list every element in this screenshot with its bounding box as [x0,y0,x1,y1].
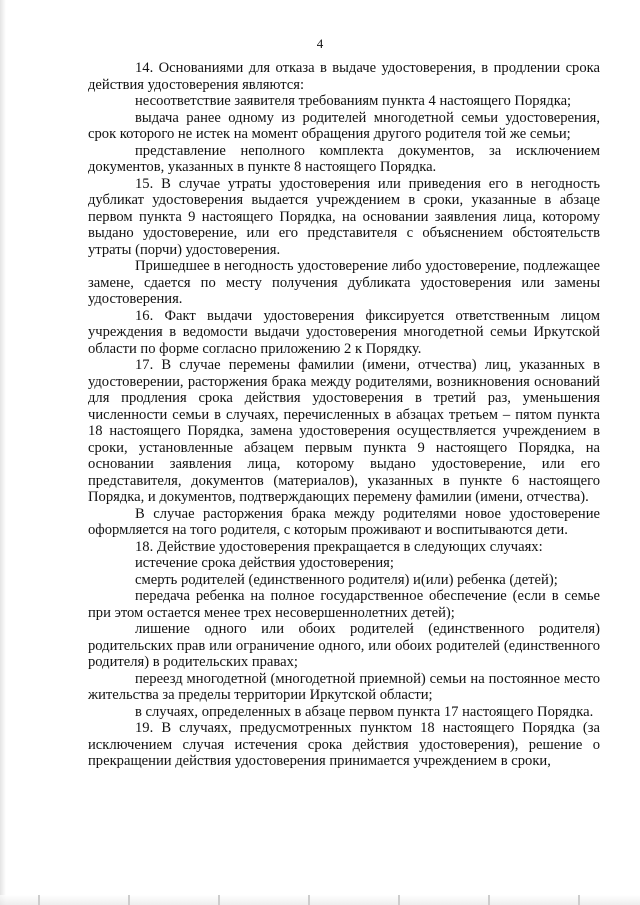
paragraph-18-item-6: в случаях, определенных в абзаце первом пункта 17 настоящего Порядка. [135,703,594,720]
paragraph-18-item-5: переезд многодетной (многодетной приемной) семьи на постоянное место жительства за пределы территории Иркутской области; [88,670,600,703]
paragraph-17-continued: В случае расторжения брака между родителями новое удостоверение оформляется на того родителя, с которым проживают и воспитываются дети. [88,505,600,538]
paragraph-16: 16. Факт выдачи удостоверения фиксируется ответственным лицом учреждения в ведомости выдачи удостоверения многодетной семьи Иркутской области по форме согласно приложению 2 к Порядку. [88,307,600,357]
paragraph-14-intro: 14. Основаниями для отказа в выдаче удостоверения, в продлении срока действия удостоверения являются: [88,60,600,93]
paragraph-18-item-4: лишение одного или обоих родителей (единственного родителя) родительских прав или ограничение одного, или обоих родителей (единственного родителя) в родительских правах; [88,621,600,670]
paragraph-18-item-3: передача ребенка на полное государственное обеспечение (если в семье при этом остается менее трех несовершеннолетних детей); [88,588,600,621]
paragraph-15-continued: Пришедшее в негодность удостоверение либо удостоверение, подлежащее замене, сдается по месту получения дубликата удостоверения или замены удостоверения. [88,258,600,307]
paragraph-14-item-1: несоответствие заявителя требованиям пункта 4 настоящего Порядка; [135,93,572,109]
document-body [88,60,600,770]
paragraph-17: 17. В случае перемены фамилии (имени, отчества) лиц, указанных в удостоверении, расторжения брака между родителями, возникновения оснований для продления срока действия удостоверения в третий раз, уменьшения численности семьи в случаях, перечисленных в абзацах третьем – пятом пункта 18 настоящего Порядка, замена удостоверения осуществляется учреждением в сроки, установленные абзацем первым пункта 9 настоящего Порядка, на основании заявления лица, которому выдано удостоверение, или его представителя, документов (материалов), указанных в пункте 6 настоящего Порядка, и документов, подтверждающих перемену фамилии (имени, отчества). [88,357,600,505]
scan-edge-shadow [0,0,6,905]
page-number: 4 [316,36,324,51]
paragraph-14-item-2: выдача ранее одному из родителей многодетной семьи удостоверения, срок которого не истек на момент обращения другого родителя той же семьи; [88,109,600,142]
paragraph-18-item-2: смерть родителей (единственного родителя) и(или) ребенка (детей); [135,571,558,588]
scan-bottom-artifact [0,895,640,905]
paragraph-19: 19. В случаях, предусмотренных пунктом 18 настоящего Порядка (за исключением случая истечения срока действия удостоверения), решение о прекращении действия удостоверения принимается учреждением в сроки, [88,720,600,769]
paragraph-18-intro: 18. Действие удостоверения прекращается в следующих случаях: [135,538,543,555]
paragraph-15: 15. В случае утраты удостоверения или приведения его в негодность дубликат удостоверения выдается учреждением в сроки, указанные в абзаце первом пункта 9 настоящего Порядка, на основании заявления лица, которому выдано удостоверение, или его представителя с объяснением обстоятельств утраты (порчи) удостоверения. [88,175,600,258]
paragraph-18-item-1: истечение срока действия удостоверения; [135,555,394,571]
paragraph-14-item-3: представление неполного комплекта документов, за исключением документов, указанных в пункте 8 настоящего Порядка. [88,142,600,175]
